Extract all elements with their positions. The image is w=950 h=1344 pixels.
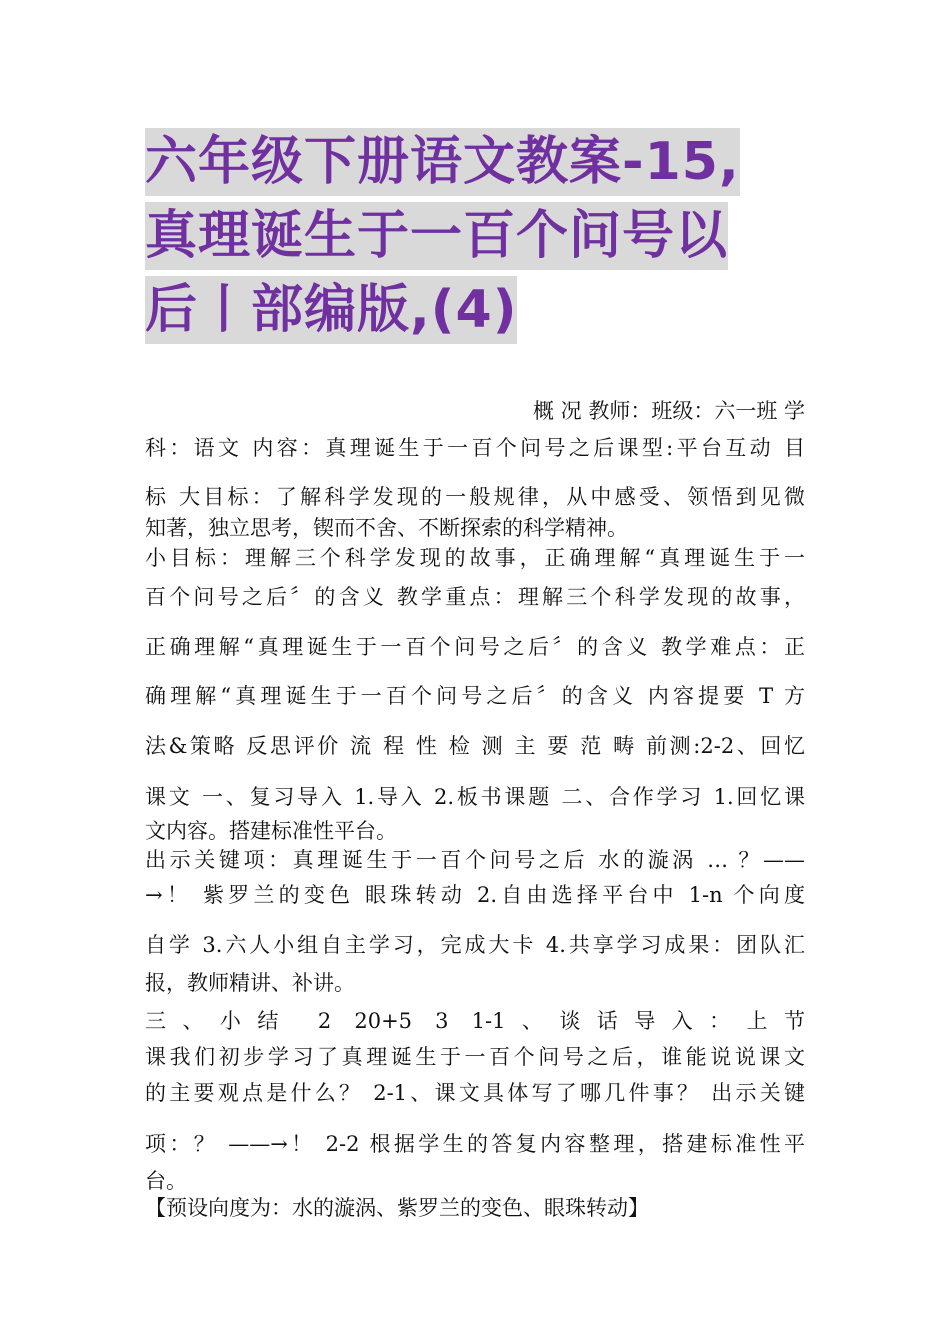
body-line: 的主要观点是什么？ 2-1、课文具体写了哪几件事？ 出示关键	[145, 1081, 805, 1105]
body-line: 标 大目标：了解科学发现的一般规律，从中感受、领悟到见微	[145, 485, 805, 509]
body-line: 三、小结 2 20+5 3 1-1、谈话导入：上节	[145, 1009, 805, 1033]
document-title	[145, 128, 815, 350]
body-line: 项：？ ——→！ 2-2 根据学生的答复内容整理，搭建标准性平	[145, 1132, 805, 1156]
body-line: 小目标：理解三个科学发现的故事，正确理解“真理诞生于一	[145, 546, 805, 570]
body-line: 法&策略 反思评价 流 程 性 检 测 主 要 范 畴 前测:2-2、回忆	[145, 734, 805, 758]
body-line: 台。	[145, 1169, 187, 1193]
body-line: →！ 紫罗兰的变色 眼珠转动 2.自由选择平台中 1-n 个向度	[145, 883, 805, 907]
body-line: 确理解“真理诞生于一百个问号之后〞的含义 内容提要 T 方	[145, 684, 805, 708]
body-line: 自学 3.六人小组自主学习，完成大卡 4.共享学习成果：团队汇	[145, 933, 805, 957]
body-line: 出示关键项：真理诞生于一百个问号之后 水的漩涡 … ？——	[145, 848, 805, 872]
title-line-3: 后丨部编版,(4)	[145, 276, 517, 344]
body-line: 课文 一、复习导入 1.导入 2.板书课题 二、合作学习 1.回忆课	[145, 785, 805, 809]
title-line-1: 六年级下册语文教案-15,	[145, 128, 740, 196]
body-line: 报，教师精讲、补讲。	[145, 971, 355, 995]
body-line: 文内容。搭建标准性平台。	[145, 819, 397, 843]
title-line-2: 真理诞生于一百个问号以	[145, 202, 728, 270]
body-line: 科：语文 内容：真理诞生于一百个问号之后课型:平台互动 目	[145, 436, 805, 460]
body-line: 概 况 教师：班级：六一班 学	[532, 399, 805, 423]
body-line: 百个问号之后〞的含义 教学重点：理解三个科学发现的故事，	[145, 585, 805, 609]
body-line: 【预设向度为：水的漩涡、紫罗兰的变色、眼珠转动】	[145, 1196, 649, 1220]
body-line: 知著，独立思考，锲而不舍、不断探索的科学精神。	[145, 516, 628, 540]
body-line: 正确理解“真理诞生于一百个问号之后〞的含义 教学难点：正	[145, 635, 805, 659]
body-line: 课我们初步学习了真理诞生于一百个问号之后，谁能说说课文	[145, 1045, 805, 1069]
